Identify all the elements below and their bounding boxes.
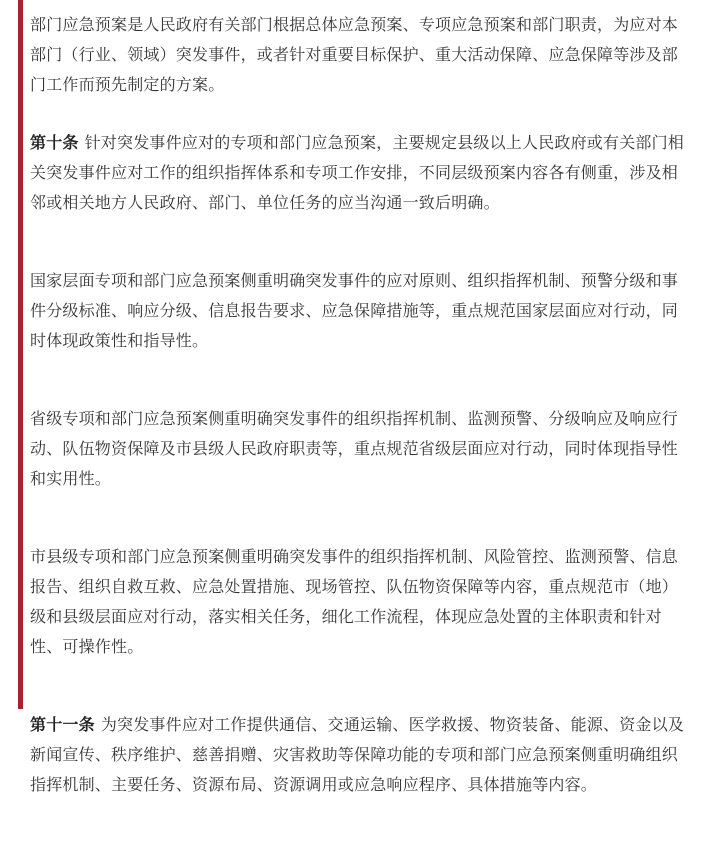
paragraph-department-plan-definition [30, 10, 694, 100]
paragraph-text: 市县级专项和部门应急预案侧重明确突发事件的组织指挥机制、风险管控、监测预警、信息报告、组织自救互救、应急处置措施、现场管控、队伍物资保障等内容，重点规范市（地）级和县级层面应对行动，落实相关任务，细化工作流程，体现应急处置的主体职责和针对性、可操作性。 [30, 547, 679, 656]
paragraph-national-level [30, 266, 694, 356]
paragraph-city-county-level [30, 542, 694, 662]
paragraph-text: 针对突发事件应对的专项和部门应急预案，主要规定县级以上人民政府或有关部门相关突发事件应对工作的组织指挥体系和专项工作安排，不同层级预案内容各有侧重，涉及相邻或相关地方人民政府、部门、单位任务的应当沟通一致后明确。 [30, 133, 685, 212]
paragraph-provincial-level [30, 404, 694, 494]
paragraph-text: 部门应急预案是人民政府有关部门根据总体应急预案、专项应急预案和部门职责，为应对本部门（行业、领域）突发事件，或者针对重要目标保护、重大活动保障、应急保障等涉及部门工作而预先制定的方案。 [30, 15, 679, 94]
article-10-label: 第十条 [30, 133, 79, 152]
paragraph-article-11 [30, 710, 694, 800]
paragraph-text: 国家层面专项和部门应急预案侧重明确突发事件的应对原则、组织指挥机制、预警分级和事件分级标准、响应分级、信息报告要求、应急保障措施等，重点规范国家层面应对行动，同时体现政策性和指导性。 [30, 271, 679, 350]
paragraph-text: 为突发事件应对工作提供通信、交通运输、医学救援、物资装备、能源、资金以及新闻宣传、秩序维护、慈善捐赠、灾害救助等保障功能的专项和部门应急预案侧重明确组织指挥机制、主要任务、资源布局、资源调用或应急响应程序、具体措施等内容。 [30, 715, 685, 794]
article-11-label: 第十一条 [30, 715, 95, 734]
article-body [30, 10, 694, 848]
left-accent-bar [18, 0, 23, 709]
paragraph-text: 省级专项和部门应急预案侧重明确突发事件的组织指挥机制、监测预警、分级响应及响应行动、队伍物资保障及市县级人民政府职责等，重点规范省级层面应对行动，同时体现指导性和实用性。 [30, 409, 679, 488]
paragraph-article-10 [30, 128, 694, 218]
